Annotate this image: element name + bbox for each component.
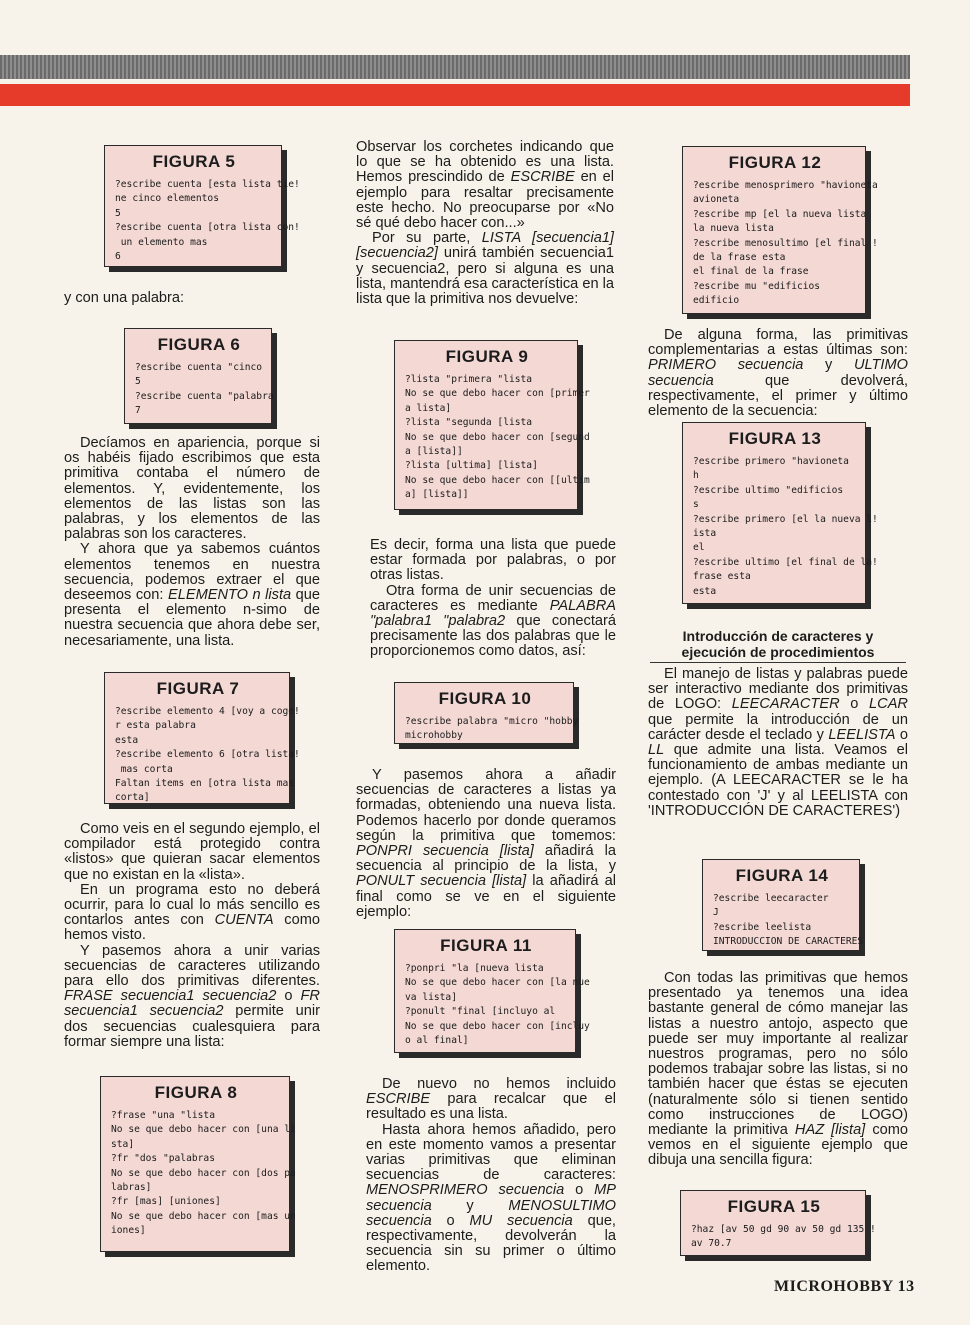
figure-9-title: FIGURA 9 bbox=[445, 347, 529, 366]
figure-10-code: ?escribe palabra "micro "hobby microhobby bbox=[405, 716, 579, 742]
page-number: 13 bbox=[897, 1278, 915, 1295]
figure-8-code: ?frase "una "lista No se que debo hacer con [una li sta] ?fr "dos "palabras No se que debo hacer con [dos pa labras] ?fr [mas] [uniones] No se que debo hacer con [mas un iones] bbox=[111, 1110, 296, 1237]
figure-7 bbox=[104, 672, 300, 804]
col1-paragraph-1: y con una palabra: bbox=[64, 290, 185, 306]
figure-15 bbox=[680, 1190, 876, 1256]
magazine-name: MICROHOBBY bbox=[774, 1278, 894, 1295]
figure-13 bbox=[682, 422, 878, 604]
figure-13-code: ?escribe primero "havioneta h ?escribe ultimo "edificios s ?escribe primero [el la nueva l! ista el ?escribe ultimo [el final de la! frase esta esta bbox=[693, 456, 878, 597]
figure-10-title: FIGURA 10 bbox=[438, 689, 532, 708]
figure-12 bbox=[682, 146, 878, 314]
col2-paragraph-4: Otra forma de unir secuencias de caracteres es mediante PALABRA "palabra1 "palabra2 que conectará precisamente las dos palabras que le proporcionemos como datos, así: bbox=[370, 582, 616, 660]
col3-paragraph-2: El manejo de listas y palabras puede ser interactivo mediante dos primitivas de LOGO: LEECARACTER o LCAR que permite la introducción de un carácter desde el teclado y LEELISTA o LL que admite una lista. Veamos el funcionamiento de ambas mediante un ejemplo. (A LEECARACTER se le ha contestado con 'J' y al LEELISTA con 'INTRODUCCIÓN DE CARACTERES') bbox=[648, 666, 909, 819]
figure-14-title: FIGURA 14 bbox=[735, 866, 829, 885]
figure-7-code: ?escribe elemento 4 [voy a coge! r esta palabra esta ?escribe elemento 6 [otra lista! mas corta Faltan items en [otra lista mas corta] bbox=[115, 706, 300, 804]
figure-11-title: FIGURA 11 bbox=[440, 936, 532, 955]
col2-paragraph-3: Es decir, forma una lista que puede estar formada por palabras, o por otras listas. bbox=[370, 537, 616, 584]
col1-paragraph-6: Y pasemos ahora a unir varias secuencias de caracteres utilizando para ello dos primitivas diferentes. FRASE secuencia1 secuencia2 o FR secuencia1 secuencia2 permite unir dos secuencias cualesquiera para formar siempre una lista: bbox=[64, 942, 321, 1050]
figure-7-title: FIGURA 7 bbox=[156, 679, 240, 698]
figure-15-title: FIGURA 15 bbox=[727, 1197, 821, 1216]
figure-10 bbox=[394, 682, 579, 744]
section-heading-rule bbox=[650, 662, 906, 663]
figure-11 bbox=[394, 929, 590, 1053]
figure-12-code: ?escribe menosprimero "havioneta avioneta ?escribe mp [el la nueva lista la nueva lista ?escribe menosultimo [el final ! de la frase esta el final de la frase ?escribe mu "edificios edificio bbox=[693, 180, 878, 307]
col1-paragraph-3: Y ahora que ya sabemos cuántos elementos tenemos en nuestra secuencia, podemos extraer el que deseemos con: ELEMENTO n lista que presenta el elemento n-simo de nuestra secuencia que ahora debe ser, necesariamente, una lista. bbox=[64, 541, 321, 649]
col1-paragraph-2: Decíamos en apariencia, porque si os habéis fijado escribimos que esta primitiva contaba el número de elementos. Y, evidentemente, los elementos de las listas son las palabras, y los elementos de las palabras son los caracteres. bbox=[64, 435, 320, 543]
col2-paragraph-7: Hasta ahora hemos añadido, pero en este momento vamos a presentar varias primitivas que eliminan secuencias de caracteres: MENOSPRIMERO secuencia o MP secuencia y MENOSULTIMO secuencia o MU secuencia que, respectivamente, devolverán la secuencia sin su primer o último elemento. bbox=[366, 1121, 616, 1275]
figure-12-title: FIGURA 12 bbox=[728, 153, 822, 172]
figure-6-code: ?escribe cuenta "cinco 5 ?escribe cuenta "palabra 7 bbox=[135, 362, 274, 417]
figure-6 bbox=[124, 328, 272, 424]
col2-paragraph-6: De nuevo no hemos incluido ESCRIBE para recalcar que el resultado es una lista. bbox=[366, 1076, 616, 1123]
header-stripe-red bbox=[0, 84, 910, 106]
section-heading: Introducción de caracteres y ejecución de procedimientos bbox=[681, 628, 875, 660]
col2-paragraph-5: Y pasemos ahora a añadir secuencias de caracteres a listas ya formadas, obteniendo una nueva lista. Podemos hacerlo por donde queramos según la primitiva que tomemos: PONPRI secuencia [lista] añadirá la secuencia al principio de la lista, y PONULT secuencia [lista] la añadirá al final como se ve en el siguiente ejemplo: bbox=[356, 767, 616, 920]
figure-13-title: FIGURA 13 bbox=[728, 429, 822, 448]
col1-paragraph-4: Como veis en el segundo ejemplo, el compilador está protegido contra «listos» que quieran sacar elementos que no existan en la «lista». bbox=[64, 821, 320, 883]
figure-8 bbox=[100, 1076, 296, 1252]
figure-5-title: FIGURA 5 bbox=[152, 152, 236, 171]
figure-14 bbox=[702, 859, 864, 951]
col2-paragraph-2: Por su parte, LISTA [secuencia1] [secuencia2] unirá también secuencia1 y secuencia2, pero si alguna es una lista, mantendrá esa característica en la lista que la primitiva nos devuelve: bbox=[356, 230, 614, 308]
col2-paragraph-1: Observar los corchetes indicando que lo que se ha obtenido es una lista. Hemos prescindido de ESCRIBE en el ejemplo para resaltar precisamente este hecho. No preocuparse por «No sé qué debo hacer con...» bbox=[356, 139, 615, 232]
col3-paragraph-1: De alguna forma, las primitivas complementarias a estas últimas son: PRIMERO secuencia y ULTIMO secuencia que devolverá, respectivamente, el primer y último elemento de la secuencia: bbox=[648, 327, 908, 420]
col1-paragraph-5: En un programa esto no deberá ocurrir, para lo cual lo más sencillo es contarlos antes con CUENTA como hemos visto. bbox=[64, 881, 320, 944]
header-stripe-grey bbox=[0, 55, 910, 79]
figure-5 bbox=[104, 145, 300, 267]
figure-5-code: ?escribe cuenta [esta lista tie! ne cinco elementos 5 ?escribe cuenta [otra lista con! un elemento mas 6 bbox=[115, 179, 300, 263]
page-footer bbox=[774, 1278, 915, 1296]
figure-14-code: ?escribe leecaracter J ?escribe leelista INTRODUCCION DE CARACTERES bbox=[713, 893, 864, 948]
figure-6-title: FIGURA 6 bbox=[157, 335, 241, 354]
figure-8-title: FIGURA 8 bbox=[154, 1083, 238, 1102]
figure-9 bbox=[394, 340, 590, 510]
col3-paragraph-3: Con todas las primitivas que hemos presentado ya tenemos una idea bastante general de cómo manejar las listas a nuestro antojo, aspecto que puede ser muy importante al realizar nuestros programas, pero no sólo podemos trabajar sobre las listas, si no también hacer que éstas se ejecuten (naturalmente sólo si tienen sentido como instrucciones de LOGO) mediante la primitiva HAZ [lista] como vemos en el siguiente ejemplo que dibuja una sencilla figura: bbox=[648, 970, 909, 1169]
figure-9-code: ?lista "primera "lista No se que debo hacer con [primer a lista] ?lista "segunda [lista No se que debo hacer con [segund a [lista]] ?lista [ultima] [lista] No se que debo hacer con [[ultim a] [lista]] bbox=[405, 374, 590, 501]
figure-11-code: ?ponpri "la [nueva lista No se que debo hacer con [la nue va lista] ?ponult "final [incluyo al No se que debo hacer con [incluy o al final] bbox=[405, 963, 590, 1047]
figure-15-code: ?haz [av 50 gd 90 av 50 gd 135 ! av 70.7 bbox=[691, 1224, 876, 1250]
